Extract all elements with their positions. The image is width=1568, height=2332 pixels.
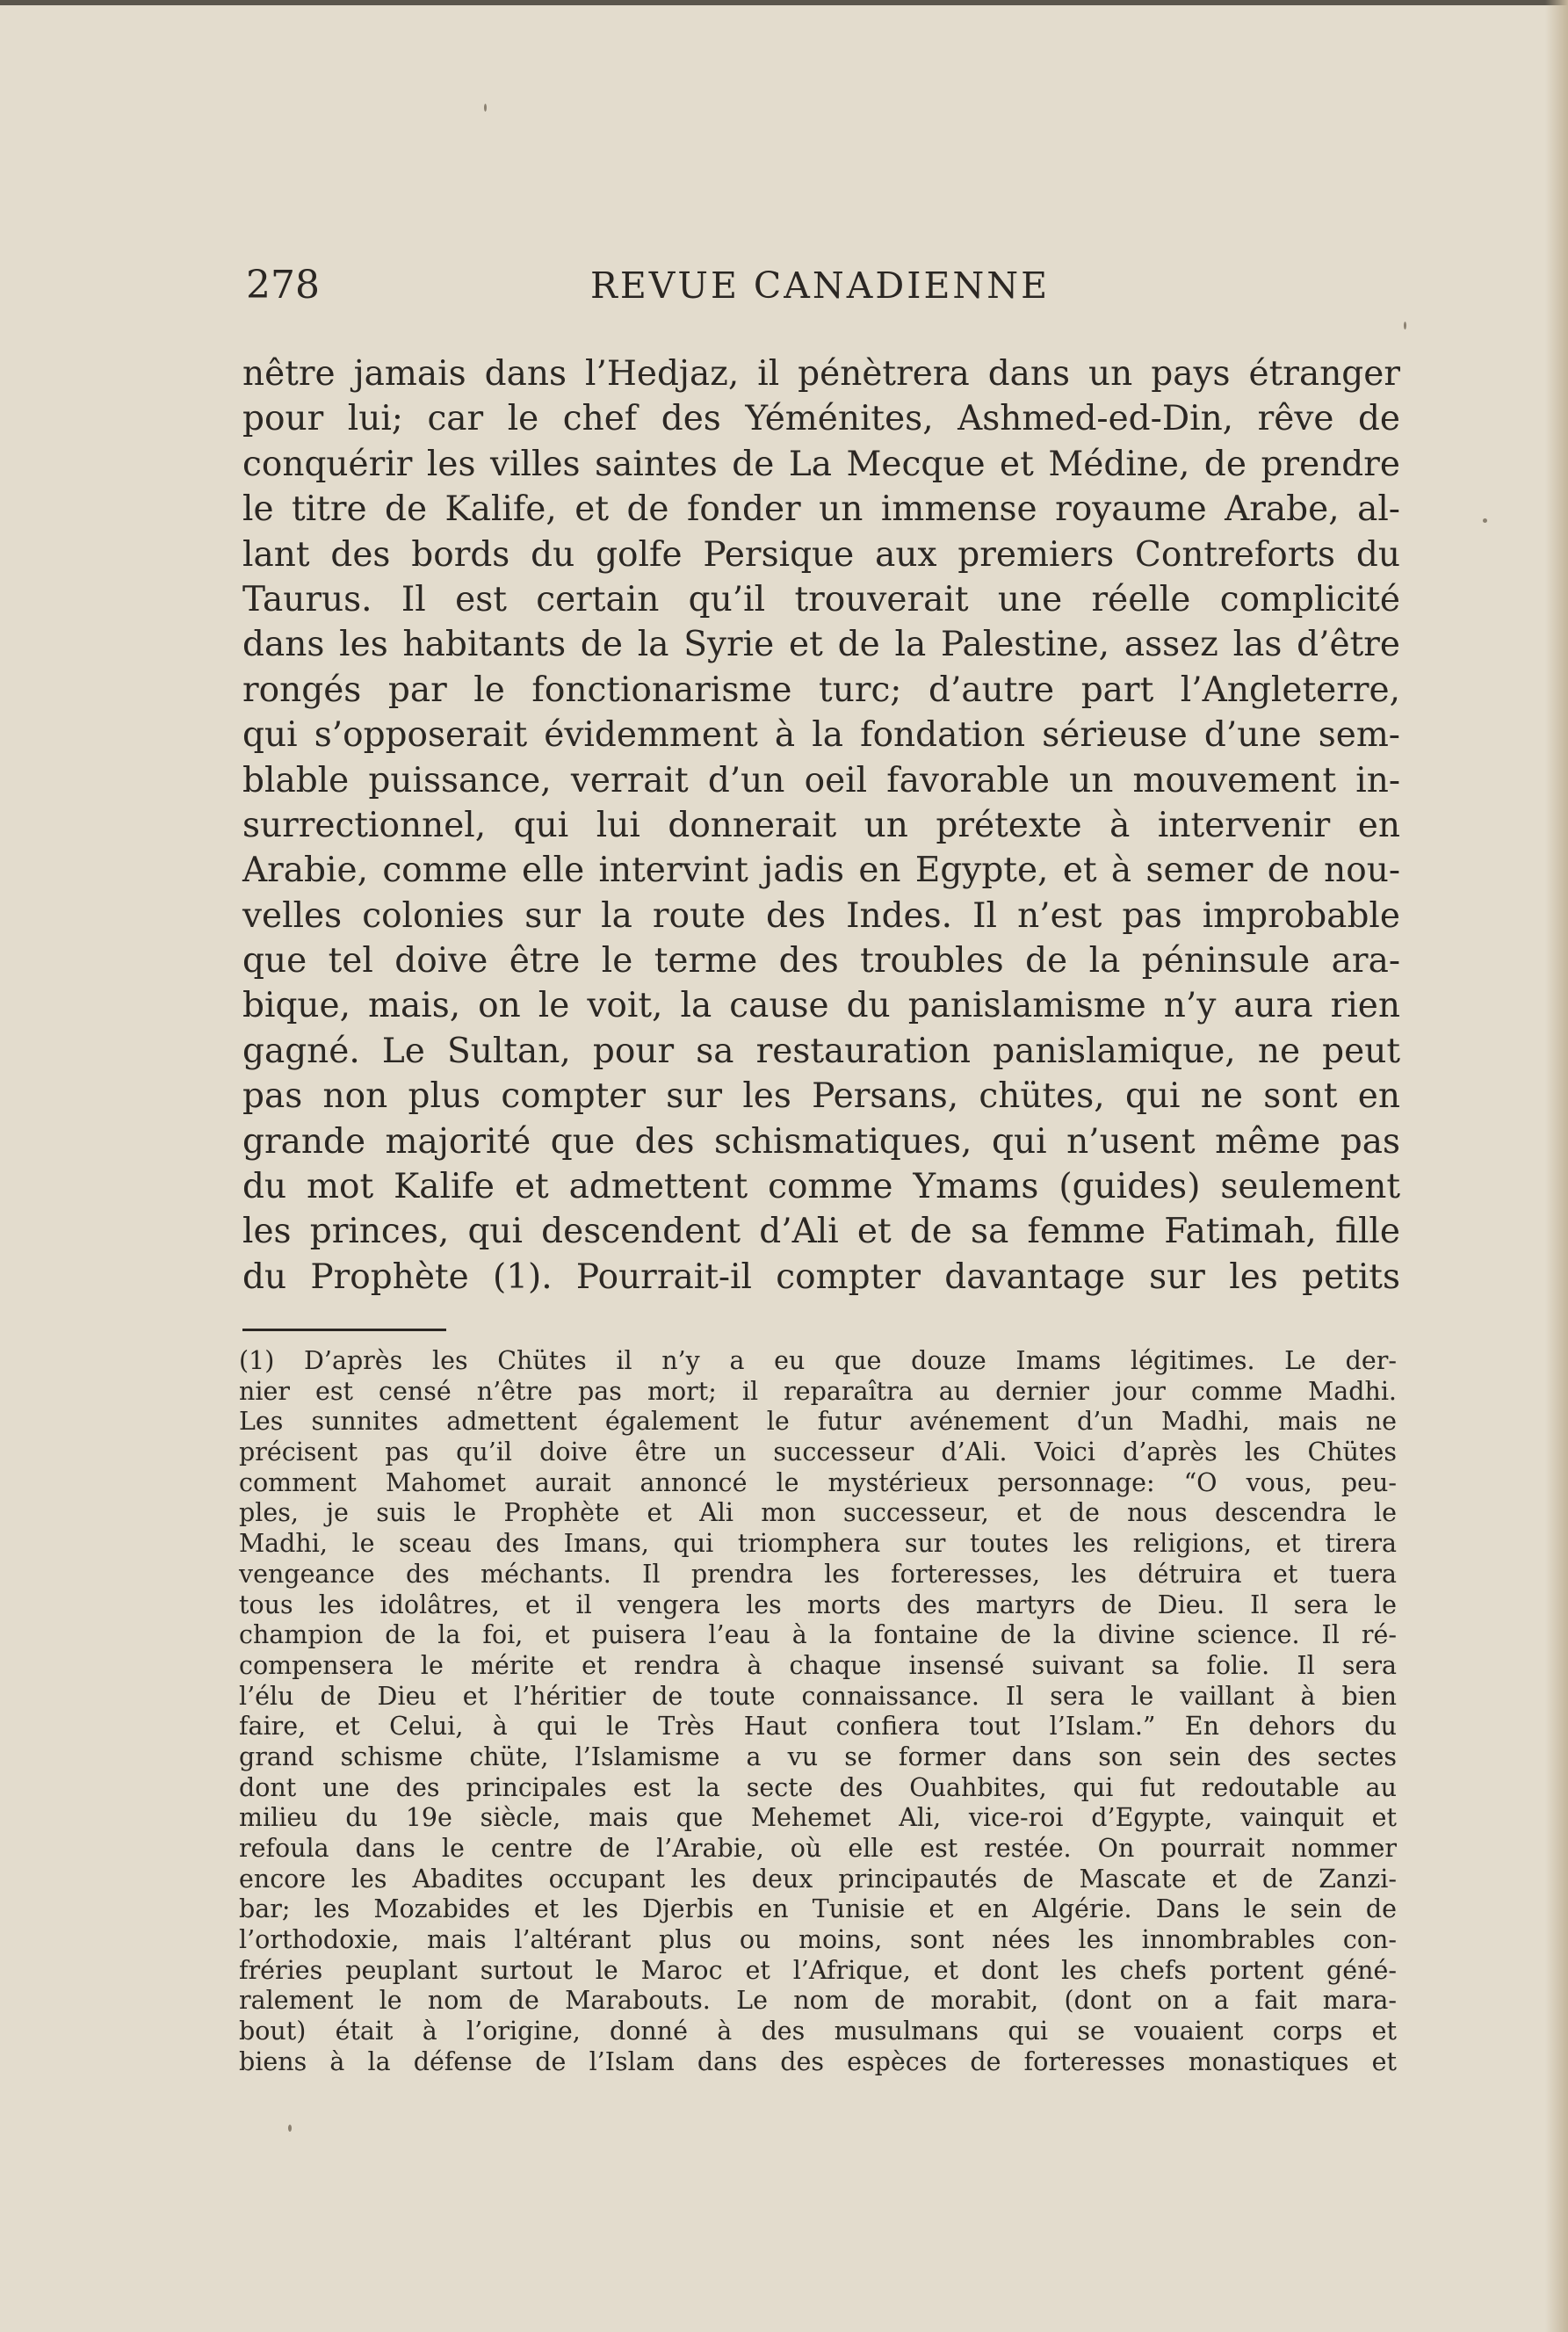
footnote-line: bout) était à l’origine, donné à des musulmans qui se vouaient corps et [239, 2017, 1397, 2046]
footnote-line: encore les Abadites occupant les deux principautés de Mascate et de Zanzi- [239, 1864, 1397, 1894]
body-line: lant des bords du golfe Persique aux premiers Contreforts du [242, 534, 1400, 575]
footnote-line: ralement le nom de Marabouts. Le nom de morabit, (dont on a fait mara- [239, 1986, 1397, 2016]
body-line: bique, mais, on le voit, la cause du panislamisme n’y aura rien [242, 986, 1400, 1026]
body-line: dans les habitants de la Syrie et de la Palestine, assez las d’être [242, 625, 1400, 665]
footnote-line: précisent pas qu’il doive être un successeur d’Ali. Voici d’après les Chütes [239, 1438, 1397, 1467]
body-line: pour lui; car le chef des Yéménites, Ashmed-ed-Din, rêve de [242, 399, 1400, 439]
footnote-line: champion de la foi, et puisera l’eau à la fontaine de la divine science. Il ré- [239, 1620, 1397, 1650]
body-text [242, 351, 1400, 1300]
body-line: du mot Kalife et admettent comme Ymams (guides) seulement [242, 1167, 1400, 1207]
footnote-line: biens à la défense de l’Islam dans des espèces de forteresses monastiques et [239, 2046, 1397, 2076]
body-line: Arabie, comme elle intervint jadis en Egypte, et à semer de nou- [242, 851, 1400, 891]
body-line: le titre de Kalife, et de fonder un immense royaume Arabe, al- [242, 489, 1400, 530]
footnote-line: tous les idolâtres, et il vengera les morts des martyrs de Dieu. Il sera le [239, 1590, 1397, 1619]
footnote-line: Madhi, le sceau des Imans, qui triomphera sur toutes les religions, et tirera [239, 1529, 1397, 1559]
body-line: conquérir les villes saintes de La Mecque et Médine, de prendre [242, 444, 1400, 484]
footnote-line: nier est censé n’être pas mort; il reparaîtra au dernier jour comme Madhi. [239, 1376, 1397, 1406]
body-line: qui s’opposerait évidemment à la fondation sérieuse d’une sem- [242, 715, 1400, 756]
footnote-line: Les sunnites admettent également le futur avénement d’un Madhi, mais ne [239, 1407, 1397, 1437]
footnote [239, 1346, 1397, 2078]
footnote-line: compensera le mérite et rendra à chaque insensé suivant sa folie. Il sera [239, 1650, 1397, 1680]
footnote-line: vengeance des méchants. Il prendra les forteresses, les détruira et tuera [239, 1559, 1397, 1589]
footnote-line: l’élu de Dieu et l’héritier de toute connaissance. Il sera le vaillant à bien [239, 1681, 1397, 1711]
footnote-line: dont une des principales est la secte des Ouahbites, qui fut redoutable au [239, 1772, 1397, 1802]
footnote-line: refoula dans le centre de l’Arabie, où elle est restée. On pourrait nommer [239, 1834, 1397, 1863]
body-line: gagné. Le Sultan, pour sa restauration panislamique, ne peut [242, 1031, 1400, 1071]
footnote-rule [242, 1329, 446, 1331]
body-line: rongés par le fonctionarisme turc; d’autre part l’Angleterre, [242, 670, 1400, 710]
footnote-line: ples, je suis le Prophète et Ali mon successeur, et de nous descendra le [239, 1498, 1397, 1528]
footnote-line: milieu du 19e siècle, mais que Mehemet Ali, vice-roi d’Egypte, vainquit et [239, 1803, 1397, 1833]
paper-speck [1404, 322, 1406, 330]
footnote-line: (1) D’après les Chütes il n’y a eu que douze Imams légitimes. Le der- [239, 1346, 1397, 1375]
footnote-line: faire, et Celui, à qui le Très Haut confiera tout l’Islam.” En dehors du [239, 1712, 1397, 1742]
footnote-line: bar; les Mozabides et les Djerbis en Tunisie et en Algérie. Dans le sein de [239, 1894, 1397, 1924]
body-line: surrectionnel, qui lui donnerait un prétexte à intervenir en [242, 805, 1400, 845]
footnote-line: grand schisme chüte, l’Islamisme a vu se former dans son sein des sectes [239, 1742, 1397, 1771]
body-line: Taurus. Il est certain qu’il trouverait une réelle complicité [242, 579, 1400, 619]
paper-speck [1483, 518, 1487, 523]
footnote-line: comment Mahomet aurait annoncé le mystérieux personnage: “O vous, peu- [239, 1467, 1397, 1497]
body-line: du Prophète (1). Pourrait-il compter davantage sur les petits [242, 1257, 1400, 1297]
page-right-edge [1545, 0, 1568, 2332]
body-line: que tel doive être le terme des troubles de la péninsule ara- [242, 941, 1400, 981]
body-line: blable puissance, verrait d’un oeil favorable un mouvement in- [242, 760, 1400, 800]
running-title: REVUE CANADIENNE [590, 264, 1051, 307]
paper-speck [288, 2125, 292, 2132]
footnote-line: l’orthodoxie, mais l’altérant plus ou moins, sont nées les innombrables con- [239, 1925, 1397, 1955]
body-line: grande majorité que des schismatiques, qui n’usent même pas [242, 1121, 1400, 1162]
body-line: velles colonies sur la route des Indes. Il n’est pas improbable [242, 895, 1400, 936]
body-line: pas non plus compter sur les Persans, chütes, qui ne sont en [242, 1076, 1400, 1117]
paper-speck [484, 104, 487, 112]
footnote-line: fréries peuplant surtout le Maroc et l’Afrique, et dont les chefs portent géné- [239, 1955, 1397, 1985]
page-number: 278 [246, 263, 320, 308]
body-line: les princes, qui descendent d’Ali et de sa femme Fatimah, fille [242, 1212, 1400, 1252]
page-top-edge [0, 0, 1568, 5]
body-line: nêtre jamais dans l’Hedjaz, il pénètrera dans un pays étranger [242, 354, 1400, 394]
